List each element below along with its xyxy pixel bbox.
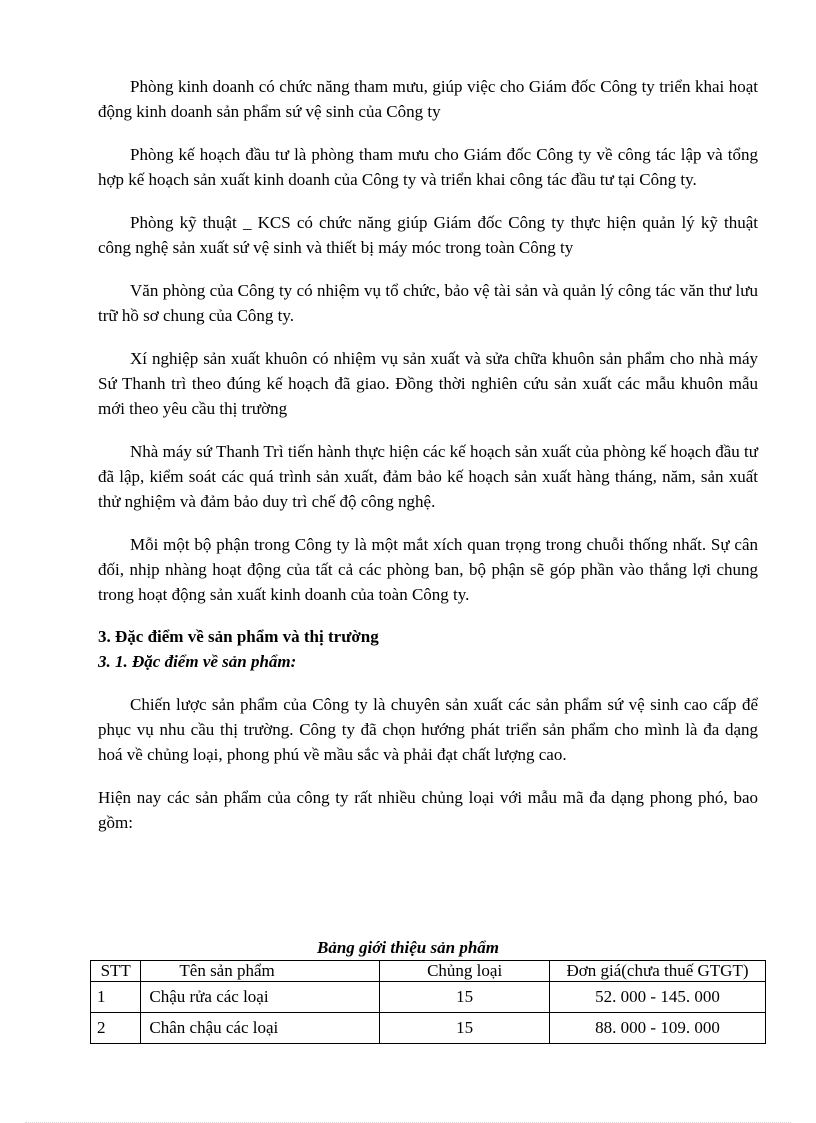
paragraph-thanh-tri-factory: Nhà máy sứ Thanh Trì tiến hành thực hiện các kế hoạch sản xuất của phòng kế hoạch đầu tư đã lập, kiểm soát các quá trình sản xuất, đảm bảo kế hoạch sản xuất hàng tháng, năm, sản xuất thử nghiệm và đảm bảo duy trì chế độ công nghệ. <box>98 442 758 511</box>
cell-name: Chân chậu các loại <box>141 1013 380 1044</box>
header-stt: STT <box>91 961 141 982</box>
document-body <box>98 74 758 835</box>
header-price: Đơn giá(chưa thuế GTGT) <box>549 961 765 982</box>
paragraph-department-link: Mỗi một bộ phận trong Công ty là một mắt xích quan trọng trong chuỗi thống nhất. Sự cân đối, nhịp nhàng hoạt động của tất cả các phòng ban, bộ phận sẽ góp phần vào thắng lợi chung trong hoạt động sản xuất kinh doanh của toàn Công ty. <box>98 535 758 604</box>
product-table <box>90 960 766 1044</box>
paragraph-sales-department: Phòng kinh doanh có chức năng tham mưu, giúp việc cho Giám đốc Công ty triển khai hoạt động kinh doanh sản phẩm sứ vệ sinh của Công ty <box>98 77 758 121</box>
subsection-heading: 3. 1. Đặc điểm về sản phẩm: <box>98 652 297 671</box>
paragraph-product-strategy: Chiến lược sản phẩm của Công ty là chuyên sản xuất các sản phẩm sứ vệ sinh cao cấp để phục vụ nhu cầu thị trường. Công ty đã chọn hướng phát triển sản phẩm cho mình là đa dạng hoá về chủng loại, phong phú về mầu sắc và phải đạt chất lượng cao. <box>98 695 758 764</box>
table-header-row <box>91 961 766 982</box>
paragraph-current-products: Hiện nay các sản phẩm của công ty rất nhiều chủng loại với mẫu mã đa dạng phong phó, bao gồm: <box>98 788 758 832</box>
cell-stt: 2 <box>91 1013 141 1044</box>
table-row <box>91 1013 766 1044</box>
paragraph-planning-department: Phòng kế hoạch đầu tư là phòng tham mưu cho Giám đốc Công ty về công tác lập và tổng hợp kế hoạch sản xuất kinh doanh của Công ty và triển khai công tác đầu tư tại Công ty. <box>98 145 758 189</box>
header-kind: Chủng loại <box>380 961 550 982</box>
table-title: Bảng giới thiệu sản phẩm <box>316 938 499 957</box>
paragraph-office: Văn phòng của Công ty có nhiệm vụ tổ chức, bảo vệ tài sản và quản lý công tác văn thư lưu trữ hồ sơ chung của Công ty. <box>98 281 758 325</box>
header-name: Tên sản phẩm <box>141 961 380 982</box>
cell-kind: 15 <box>380 1013 550 1044</box>
cell-price: 52. 000 - 145. 000 <box>549 982 765 1013</box>
paragraph-mold-factory: Xí nghiệp sản xuất khuôn có nhiệm vụ sản xuất và sửa chữa khuôn sản phẩm cho nhà máy Sứ Thanh trì theo đúng kế hoạch đã giao. Đồng thời nghiên cứu sản xuất các mẫu khuôn mẫu mới theo yêu cầu thị trường <box>98 349 758 418</box>
cell-stt: 1 <box>91 982 141 1013</box>
cell-kind: 15 <box>380 982 550 1013</box>
cell-price: 88. 000 - 109. 000 <box>549 1013 765 1044</box>
cell-name: Chậu rửa các loại <box>141 982 380 1013</box>
table-row <box>91 982 766 1013</box>
section-heading: 3. Đặc điểm về sản phẩm và thị trường <box>98 627 379 646</box>
paragraph-technical-department: Phòng kỹ thuật _ KCS có chức năng giúp Giám đốc Công ty thực hiện quản lý kỹ thuật công nghệ sản xuất sứ vệ sinh và thiết bị máy móc trong toàn Công ty <box>98 213 758 257</box>
